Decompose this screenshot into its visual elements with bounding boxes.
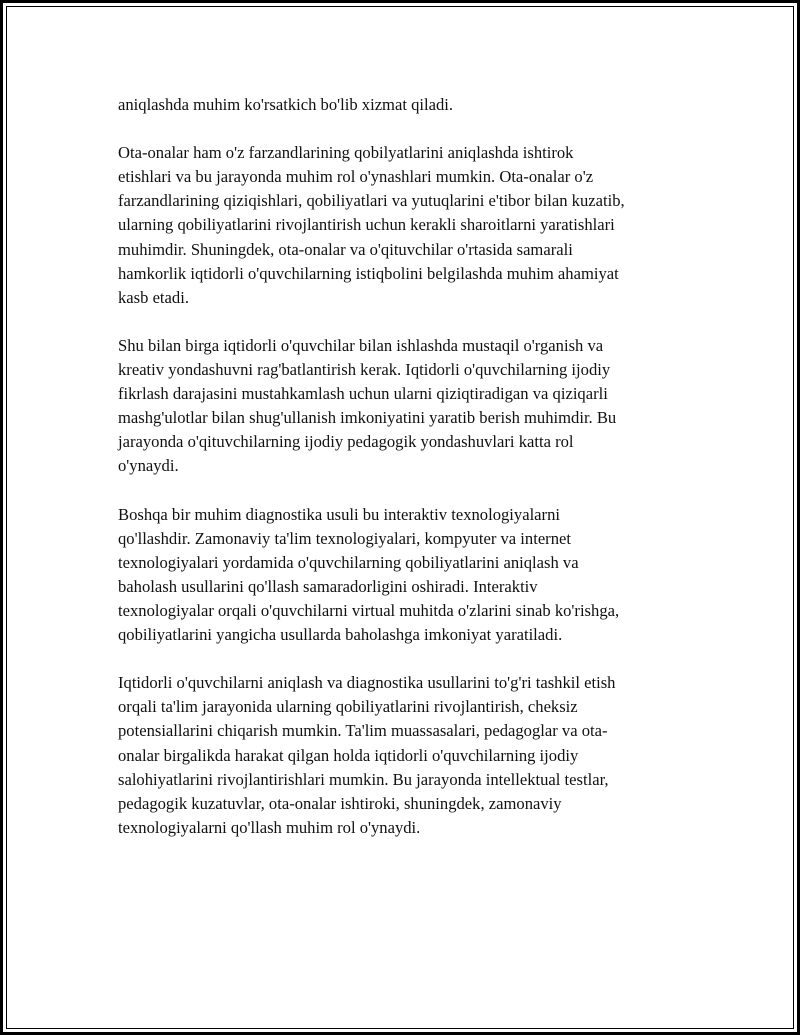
paragraph-1: aniqlashda muhim ko'rsatkich bo'lib xizmat qiladi. [118, 95, 454, 114]
paragraph-3: Shu bilan birga iqtidorli o'quvchilar bilan ishlashda mustaqil o'rganish va kreativ yondashuvni rag'batlantirish kerak. Iqtidorli o'quvchilarning ijodiy fikrlash darajasini mustahkamlash uchun ularni qiziqtiradigan va qiziqarli mashg'ulotlar bilan shug'ullanish imkoniyatini yaratib berish muhimdir. Bu jarayonda o'qituvchilarning ijodiy pedagogik yondashuvlari katta rol o'ynaydi. [118, 335, 617, 476]
paragraph-4: Boshqa bir muhim diagnostika usuli bu interaktiv texnologiyalarni qo'llashdir. Zamonaviy ta'lim texnologiyalari, kompyuter va internet texnologiyalari yordamida o'quvchilarning qobiliyatlarini aniqlash va baholash usullarini qo'llash samaradorligini oshiradi. Interaktiv texnologiyalar orqali o'quvchilarni virtual muhitda o'zlarini sinab ko'rishga, qobiliyatlarini yangicha usullarda baholashga imkoniyat yaratiladi. [118, 504, 620, 645]
paragraph-2: Ota-onalar ham o'z farzandlarining qobilyatlarini aniqlashda ishtirok etishlari va bu jarayonda muhim rol o'ynashlari mumkin. Ota-onalar o'z farzandlarining qiziqishlari, qobiliyatlari va yutuqlarini e'tibor bilan kuzatib, ularning qobiliyatlarini rivojlantirish uchun kerakli sharoitlarni yaratishlari muhimdir. Shuningdek, ota-onalar va o'qituvchilar o'rtasida samarali hamkorlik iqtidorli o'quvchilarning istiqbolini belgilashda muhim ahamiyat kasb etadi. [118, 143, 625, 307]
paragraph-5: Iqtidorli o'quvchilarni aniqlash va diagnostika usullarini to'g'ri tashkil etish orqali ta'lim jarayonida ularning qobiliyatlarini rivojlantirish, cheksiz potensiallarini chiqarish mumkin. Ta'lim muassasalari, pedagoglar va ota- onalar birgalikda harakat qilgan holda iqtidorli o'quvchilarning ijodiy salohiyatlarini rivojlantirishlari mumkin. Bu jarayonda intellektual testlar, pedagogik kuzatuvlar, ota-onalar ishtiroki, shuningdek, zamonaviy texnologiyalarni qo'llash muhim rol o'ynaydi. [118, 673, 616, 837]
document-body [118, 93, 688, 864]
